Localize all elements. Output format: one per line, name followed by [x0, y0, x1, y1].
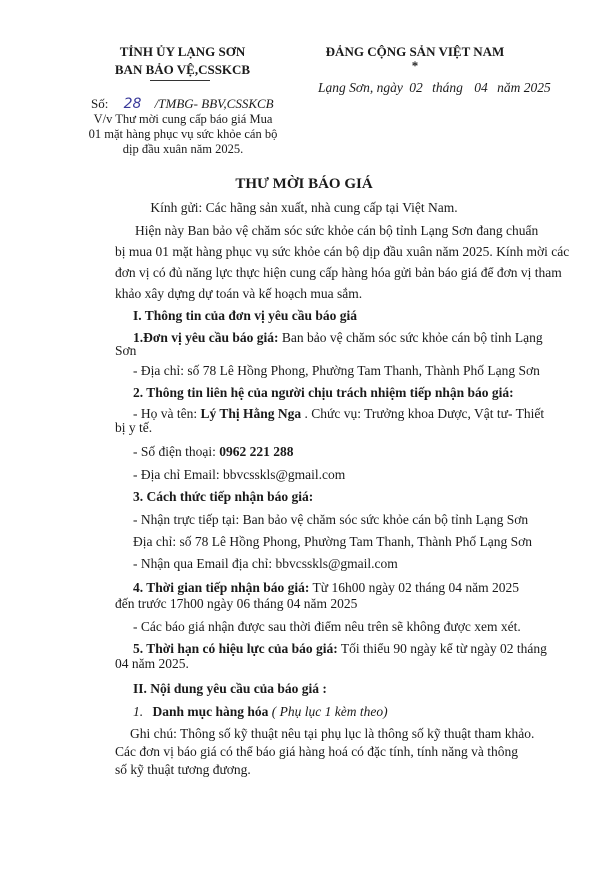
receive-method-heading: 3. Cách thức tiếp nhận báo giá:: [133, 489, 314, 504]
document-number-label: Số:: [91, 96, 109, 111]
validity-period: [133, 641, 547, 657]
receive-time-label: 4. Thời gian tiếp nhận báo giá:: [133, 580, 310, 595]
contact-position: . Chức vụ: Trưởng khoa Dược, Vật tư- Thiết: [301, 406, 545, 421]
contact-name: Lý Thị Hằng Nga: [200, 406, 302, 421]
validity-label: 5. Thời hạn có hiệu lực của báo giá:: [133, 641, 338, 656]
date-day: 02: [409, 80, 423, 95]
party-name: ĐẢNG CỘNG SẢN VIỆT NAM: [325, 44, 505, 59]
contact-phone: [133, 444, 294, 460]
section-2-heading: II. Nội dung yêu cầu của báo giá :: [133, 681, 327, 696]
subject-line-2: 01 mặt hàng phục vụ sức khỏe cán bộ: [88, 127, 278, 141]
document-title: THƯ MỜI BÁO GIÁ: [235, 176, 373, 192]
phone-number: 0962 221 288: [219, 444, 294, 459]
place-date-prefix: Lạng Sơn, ngày: [318, 80, 403, 95]
subject-line-3: dịp đầu xuân năm 2025.: [122, 142, 244, 156]
goods-list-note: ( Phụ lục 1 kèm theo): [268, 704, 388, 719]
intro-line-4: khảo xây dựng dự toán và kế hoạch mua sắm.: [115, 286, 363, 301]
section-1-heading: I. Thông tin của đơn vị yêu cầu báo giá: [133, 308, 358, 323]
receive-time-value: Từ 16h00 ngày 02 tháng 04 năm 2025: [309, 580, 519, 595]
issuing-department: BAN BẢO VỆ,CSSKCB: [114, 62, 251, 77]
intro-line-2: bị mua 01 mặt hàng phục vụ sức khỏe cán bộ dịp đầu xuân năm 2025. Kính mời các: [115, 244, 570, 259]
date-month-label: tháng: [432, 80, 463, 95]
place-and-date: [318, 80, 551, 96]
date-year: năm 2025: [497, 80, 551, 95]
requesting-unit-label: 1.Đơn vị yêu cầu báo giá:: [133, 330, 279, 345]
requesting-unit-value: Ban bảo vệ chăm sóc sức khỏe cán bộ tỉnh Lạng: [278, 330, 543, 345]
contact-email: - Địa chỉ Email: bbvcsskls@gmail.com: [133, 467, 346, 482]
requesting-unit-cont: Sơn: [115, 343, 137, 358]
goods-list: [133, 704, 388, 720]
document-number-value: 28: [123, 96, 142, 112]
phone-label: - Số điện thoại:: [133, 444, 220, 459]
receive-time-cont: đến trước 17h00 ngày 06 tháng 04 năm 2025: [115, 596, 358, 611]
party-star: *: [411, 58, 419, 73]
unit-address: - Địa chỉ: số 78 Lê Hồng Phong, Phường Tam Thanh, Thành Phố Lạng Sơn: [133, 363, 540, 378]
intro-line-3: đơn vị có đủ năng lực thực hiện cung cấp hàng hóa gửi bản báo giá để đơn vị tham: [115, 265, 562, 280]
subject-line-1: V/v Thư mời cung cấp báo giá Mua: [93, 112, 273, 126]
receive-address: Địa chỉ: số 78 Lê Hồng Phong, Phường Tam Thanh, Thành Phố Lạng Sơn: [133, 534, 533, 549]
requesting-unit: [133, 330, 543, 346]
contact-position-cont: bị y tế.: [115, 420, 153, 435]
contact-person: [133, 406, 544, 422]
issuing-party-committee: TỈNH ỦY LẠNG SƠN: [119, 44, 246, 59]
document-number: [91, 96, 274, 112]
validity-value: Tối thiểu 90 ngày kể từ ngày 02 tháng: [337, 641, 547, 656]
receive-time: [133, 580, 519, 596]
contact-heading: 2. Thông tin liên hệ của người chịu trách nhiệm tiếp nhận báo giá:: [133, 385, 514, 400]
note-line-3: số kỹ thuật tương đương.: [115, 762, 251, 777]
intro-line-1: Hiện này Ban bảo vệ chăm sóc sức khỏe cán bộ tỉnh Lạng Sơn đang chuẩn: [135, 223, 539, 238]
document-number-suffix: /TMBG- BBV,CSSKCB: [154, 96, 274, 111]
receive-direct: - Nhận trực tiếp tại: Ban bảo vệ chăm sóc sức khỏe cán bộ tỉnh Lạng Sơn: [133, 512, 529, 527]
note-line-2: Các đơn vị báo giá có thể báo giá hàng hoá có đặc tính, tính năng và thông: [115, 744, 519, 759]
greeting: Kính gửi: Các hãng sản xuất, nhà cung cấp tại Việt Nam.: [150, 200, 458, 215]
contact-name-prefix: - Họ và tên:: [133, 406, 201, 421]
goods-list-label: Danh mục hàng hóa: [152, 704, 269, 719]
validity-cont: 04 năm 2025.: [115, 656, 189, 671]
note-line-1: Ghi chú: Thông số kỹ thuật nêu tại phụ lục là thông số kỹ thuật tham khảo.: [130, 726, 535, 741]
late-quotation-note: - Các báo giá nhận được sau thời điểm nêu trên sẽ không được xem xét.: [133, 619, 521, 634]
goods-list-number: 1.: [133, 704, 144, 719]
receive-email: - Nhận qua Email địa chỉ: bbvcsskls@gmail.com: [133, 556, 398, 571]
header-left-divider: [150, 80, 210, 81]
date-month: 04: [474, 80, 488, 95]
